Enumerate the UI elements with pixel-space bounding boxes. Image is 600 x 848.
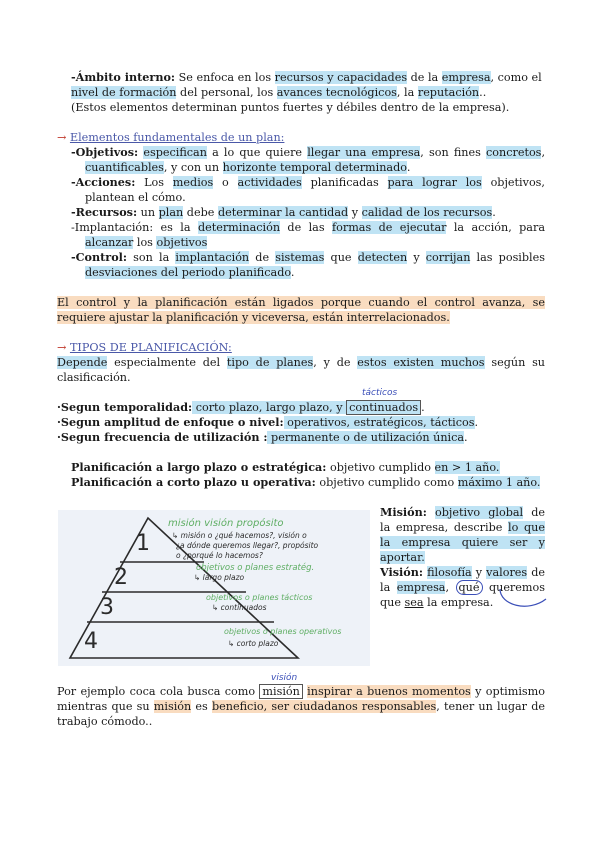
highlight: empresa (441, 71, 491, 84)
mision-paragraph (380, 505, 545, 565)
highlight: Depende (57, 356, 108, 369)
text: según su clasificación. (57, 356, 546, 384)
highlight: sistemas (275, 251, 325, 264)
highlight: filosofía (427, 566, 472, 579)
highlight: corto plazo, largo plazo, y (192, 401, 347, 414)
text: es la (153, 221, 198, 234)
level-4-label: objetivos o planes operativos (224, 627, 342, 636)
text: , tener un lugar de trabajo cómodo.. (57, 700, 545, 728)
highlight: concretos (486, 146, 542, 159)
ambito-parenthetical: (Estos elementos determinan puntos fuertes y débiles dentro de la empresa). (71, 101, 510, 114)
underlined-word: sea (404, 596, 424, 609)
text: queremos que (380, 581, 545, 609)
highlight: recursos y capacidades (274, 71, 408, 84)
handwritten-note: tácticos (362, 388, 398, 398)
highlight: nivel de formación (71, 86, 177, 99)
text: que (324, 251, 358, 264)
highlight: calidad de los recursos (361, 206, 493, 219)
highlight: reputación (417, 86, 480, 99)
item-label: ·Segun amplitud de enfoque o nivel: (57, 415, 284, 429)
text: , como el (490, 71, 542, 84)
spacer (57, 325, 545, 340)
level-3-number: 3 (100, 595, 114, 620)
highlight: llegar una empresa (307, 146, 421, 159)
handwritten-note: visión (271, 673, 298, 683)
highlight: objetivos (156, 236, 208, 249)
text: . (290, 266, 295, 279)
highlight: determinar la cantidad (217, 206, 349, 219)
highlight: valores (486, 566, 528, 579)
text: .. (479, 86, 487, 99)
text: , y de (313, 356, 358, 369)
level-3-sub: ↳ continuados (212, 603, 267, 612)
arrow-icon: → (57, 341, 67, 354)
spacer (57, 115, 545, 130)
highlight: lo que la empresa quiere ser y aportar. (380, 521, 546, 564)
corto-plazo-line (57, 475, 545, 490)
text: . (492, 206, 496, 219)
text: planificadas (301, 176, 388, 189)
highlight: permanente o de utilización única (267, 431, 465, 444)
level-4-number: 4 (84, 629, 98, 654)
circled-word: qué (456, 580, 483, 595)
highlight: avances tecnológicos (276, 86, 397, 99)
highlight: misión (153, 700, 192, 713)
text: un (137, 206, 159, 219)
text: . (421, 401, 425, 414)
text: de la empresa, describe (380, 506, 545, 534)
item-label: ·Segun frecuencia de utilización : (57, 430, 268, 444)
control-item (57, 250, 545, 280)
text: especialmente del (107, 356, 227, 369)
acciones-item (57, 175, 545, 205)
text: Por ejemplo coca cola busca como (57, 685, 260, 698)
document-body (57, 70, 545, 490)
text: son la (127, 251, 176, 264)
highlight: especifican (143, 146, 207, 159)
level-2-label: objetivos o planes estratég. (196, 563, 315, 573)
text: y optimismo mientras que su (57, 685, 545, 713)
text: . (406, 161, 411, 174)
objetivos-item (57, 145, 545, 175)
example-section (57, 673, 545, 729)
level-1-note-3: o ¿porqué lo hacemos? (176, 551, 263, 560)
text: de las (280, 221, 332, 234)
highlight: empresa (396, 581, 446, 594)
text: del personal, los (176, 86, 277, 99)
highlight: estos existen muchos (357, 356, 485, 369)
section-heading: TIPOS DE PLANIFICACIÓN: (69, 341, 232, 354)
item-label: -Implantación: (71, 221, 154, 234)
text: , y con un (163, 161, 223, 174)
example-paragraph (57, 673, 545, 729)
text: la empresa. (423, 596, 494, 609)
text: y (471, 566, 487, 579)
recursos-item (57, 205, 545, 220)
highlight: objetivo global (435, 506, 524, 519)
highlight: alcanzar (85, 236, 134, 249)
level-1-note-2: ¿a dónde queremos llegar?, propósito (176, 541, 319, 550)
level-3-label: objetivos o planes tácticos (206, 593, 313, 602)
plan-heading (57, 130, 545, 145)
item-label: Planificación a corto plazo u operativa: (71, 475, 316, 489)
text: y (348, 206, 362, 219)
text: plantean el cómo. (85, 191, 186, 204)
text: , la (396, 86, 418, 99)
ambito-label: -Ámbito interno: (71, 70, 176, 84)
handwritten-curve (498, 585, 558, 615)
highlight: formas de ejecutar (331, 221, 447, 234)
control-paragraph (57, 295, 545, 325)
text: los (133, 236, 157, 249)
text: , (445, 581, 456, 594)
level-2-number: 2 (114, 565, 128, 590)
highlight: horizonte temporal determinado (222, 161, 407, 174)
text: objetivos, (481, 176, 545, 189)
text: es (191, 700, 212, 713)
section-heading: Elementos fundamentales de un plan: (69, 131, 285, 144)
item-label: -Acciones: (71, 175, 136, 189)
text: la acción, para (446, 221, 545, 234)
tipos-heading (57, 340, 545, 355)
level-2-sub: ↳ largo plazo (194, 573, 245, 582)
text: objetivo cumplido como (315, 476, 458, 489)
amplitud-line (57, 415, 545, 430)
highlight: desviaciones del periodo planificado (85, 266, 291, 279)
pyramid-drawing (58, 510, 370, 666)
pyramid-image (58, 510, 370, 666)
highlight: implantación (175, 251, 250, 264)
highlight: máximo 1 año. (457, 476, 541, 489)
highlight: inspirar a buenos momentos (307, 685, 471, 698)
text: , son fines (420, 146, 487, 159)
text: , (541, 146, 545, 159)
highlight: determinación (197, 221, 281, 234)
highlight: tipo de planes (226, 356, 314, 369)
item-label: -Objetivos: (71, 145, 139, 159)
highlight: beneficio, ser ciudadanos responsables (211, 700, 437, 713)
item-label: Misión: (380, 505, 427, 519)
highlight: plan (158, 206, 184, 219)
temporalidad-line (57, 388, 545, 415)
highlight: operativos, estratégicos, tácticos (283, 416, 475, 429)
text: de la (380, 566, 546, 594)
boxed-word: misión (259, 684, 302, 699)
highlight: corrijan (425, 251, 471, 264)
text: Los (135, 176, 173, 189)
text: Se enfoca en los (175, 71, 275, 84)
frecuencia-line (57, 430, 545, 445)
level-4-sub: ↳ corto plazo (228, 639, 279, 648)
spacer (57, 385, 545, 400)
level-1-number: 1 (136, 531, 150, 556)
arrow-icon: → (57, 131, 67, 144)
highlight: detecten (357, 251, 408, 264)
mision-vision-column (380, 505, 545, 610)
spacer (57, 280, 545, 295)
item-label: ·Segun temporalidad: (57, 400, 193, 414)
spacer (57, 445, 545, 460)
text: objetivo cumplido (326, 461, 435, 474)
text: a lo que quiere (206, 146, 308, 159)
text: debe (183, 206, 218, 219)
level-1-label: misión visión propósito (168, 518, 284, 529)
text: de (249, 251, 276, 264)
item-label: Visión: (380, 565, 424, 579)
largo-plazo-line (57, 460, 545, 475)
text: . (464, 431, 468, 444)
ambito-line-2 (57, 85, 545, 100)
item-label: -Recursos: (71, 205, 138, 219)
text: las posibles (470, 251, 545, 264)
highlight: El control y la planificación están ligados porque cuando el control avanza, se requiere ajustar la planificación y viceversa, están interrelacionados. (57, 296, 545, 324)
ambito-line-1 (57, 70, 545, 85)
highlight: cuantificables (85, 161, 164, 174)
item-label: -Control: (71, 250, 128, 264)
highlight: medios (172, 176, 214, 189)
highlight: actividades (237, 176, 302, 189)
item-label: Planificación a largo plazo o estratégica: (71, 460, 327, 474)
implantacion-item (57, 220, 545, 250)
tipos-intro (57, 355, 545, 385)
highlight: para lograr los (387, 176, 482, 189)
text: y (407, 251, 426, 264)
text: o (213, 176, 238, 189)
boxed-word: continuados (346, 400, 421, 415)
text: . (474, 416, 479, 429)
level-1-note-1: ↳ misión o ¿qué hacemos?, visión o (172, 531, 307, 540)
highlight: en > 1 año. (434, 461, 500, 474)
text: de la (407, 71, 442, 84)
